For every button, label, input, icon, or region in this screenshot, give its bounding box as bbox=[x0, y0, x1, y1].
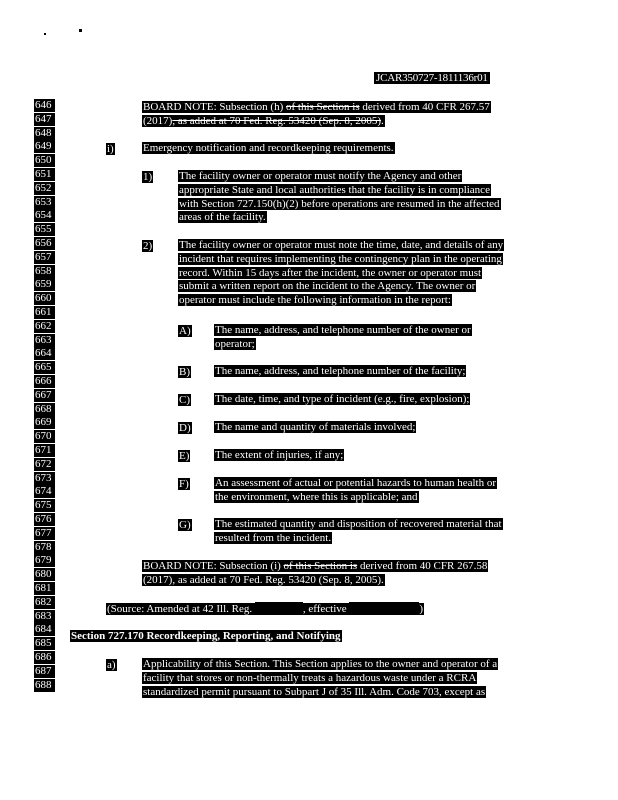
item-label-i bbox=[106, 143, 115, 156]
item-text: Emergency notification and recordkeeping requirements. bbox=[143, 142, 394, 154]
note-strike-text: of this Section is bbox=[283, 560, 358, 572]
label-text: a) bbox=[107, 659, 116, 671]
text-line: The facility owner or operator must notify the Agency and other bbox=[179, 170, 462, 182]
label-text: B) bbox=[179, 366, 190, 378]
line-number: 657 bbox=[34, 251, 55, 264]
line-number: 675 bbox=[34, 499, 55, 512]
note-text: . bbox=[381, 114, 384, 127]
line-number: 658 bbox=[34, 265, 55, 278]
text-line: standardized permit pursuant to Subpart J of 35 Ill. Adm. Code 703, except as bbox=[143, 685, 486, 698]
item-i-text bbox=[142, 142, 395, 156]
line-number: 649 bbox=[34, 140, 55, 153]
sub-item-label bbox=[178, 325, 192, 338]
sub-item-label bbox=[178, 519, 192, 532]
line-number: 674 bbox=[34, 485, 55, 498]
note-text: derived from 40 CFR 267.58 bbox=[357, 560, 488, 572]
line-number: 653 bbox=[34, 196, 55, 209]
text-line: operator must include the following information in the report: bbox=[179, 294, 451, 306]
text-line: areas of the facility. bbox=[179, 211, 266, 224]
source-note bbox=[106, 602, 424, 617]
board-note-h bbox=[142, 101, 562, 129]
text-line: The name, address, and telephone number of the facility; bbox=[215, 365, 466, 377]
board-note-text bbox=[142, 115, 385, 127]
line-number: 672 bbox=[34, 458, 55, 471]
line-number: 671 bbox=[34, 444, 55, 457]
text-line: resulted from the incident. bbox=[215, 531, 332, 544]
line-number: 678 bbox=[34, 541, 55, 554]
text-line: The date, time, and type of incident (e.g., fire, explosion); bbox=[215, 393, 470, 405]
line-number: 676 bbox=[34, 513, 55, 526]
text-line: The name, address, and telephone number of the owner or bbox=[215, 324, 471, 336]
sub-item-label bbox=[178, 366, 191, 379]
item-2-text bbox=[178, 239, 538, 308]
line-number: 656 bbox=[34, 237, 55, 250]
scan-speck bbox=[44, 33, 46, 35]
line-number: 688 bbox=[34, 679, 55, 692]
line-number: 669 bbox=[34, 416, 55, 429]
sub-item-text bbox=[214, 393, 544, 407]
sub-item-label bbox=[178, 394, 191, 407]
note-text: BOARD NOTE: Subsection (i) bbox=[143, 560, 284, 572]
line-number: 677 bbox=[34, 527, 55, 540]
item-label-a bbox=[106, 659, 117, 672]
text-line: Applicability of this Section. This Section applies to the owner and operator of a bbox=[143, 658, 498, 670]
line-number: 661 bbox=[34, 306, 55, 319]
label-text: 1) bbox=[143, 171, 153, 183]
line-number: 670 bbox=[34, 430, 55, 443]
label-text: F) bbox=[179, 478, 189, 490]
text-line: the environment, where this is applicable; and bbox=[215, 490, 418, 503]
line-number: 679 bbox=[34, 554, 55, 567]
section-heading-text: Section 727.170 Recordkeeping, Reporting, and Notifying bbox=[71, 630, 341, 642]
label-text: E) bbox=[179, 450, 190, 462]
line-number: 648 bbox=[34, 127, 55, 140]
line-number: 686 bbox=[34, 651, 55, 664]
board-note-i bbox=[142, 560, 562, 588]
sub-item-label bbox=[178, 450, 190, 463]
item-1-text bbox=[178, 170, 538, 225]
document-id-header: JCAR350727-1811136r01 bbox=[376, 72, 488, 84]
sub-item-label bbox=[178, 478, 190, 491]
line-number: 664 bbox=[34, 347, 55, 360]
line-number: 665 bbox=[34, 361, 55, 374]
text-line: record. Within 15 days after the incident, the owner or operator must bbox=[179, 266, 482, 279]
blank-effective-date bbox=[349, 602, 419, 613]
note-text: derived from 40 CFR 267.57 bbox=[359, 101, 490, 113]
line-number: 654 bbox=[34, 209, 55, 222]
label-text: D) bbox=[179, 422, 191, 434]
text-line: facility that stores or non-thermally treats a hazardous waste under a RCRA bbox=[143, 671, 477, 684]
item-label-2 bbox=[142, 240, 153, 253]
line-number: 666 bbox=[34, 375, 55, 388]
line-number: 660 bbox=[34, 292, 55, 305]
source-post: ) bbox=[419, 603, 424, 615]
line-number: 659 bbox=[34, 278, 55, 291]
line-number: 646 bbox=[34, 99, 55, 112]
text-line: appropriate State and local authorities that the facility is in compliance bbox=[179, 183, 490, 196]
line-number: 651 bbox=[34, 168, 55, 181]
blank-register-number bbox=[255, 602, 303, 613]
note-strike-text: , as added at 70 Fed. Reg. 53420 (Sep. 8, 2005) bbox=[172, 114, 381, 127]
board-note-text bbox=[142, 560, 488, 572]
line-number: 683 bbox=[34, 610, 55, 623]
text-line: submit a written report on the incident to the Agency. The owner or bbox=[179, 280, 476, 293]
board-note-text: (2017), as added at 70 Fed. Reg. 53420 (Sep. 8, 2005). bbox=[143, 573, 384, 586]
item-a-text bbox=[142, 658, 542, 699]
line-number: 680 bbox=[34, 568, 55, 581]
sub-item-text bbox=[214, 324, 544, 352]
line-number: 687 bbox=[34, 665, 55, 678]
line-number: 685 bbox=[34, 637, 55, 650]
label-text: C) bbox=[179, 394, 190, 406]
label-text: A) bbox=[179, 325, 191, 337]
section-heading bbox=[70, 630, 342, 644]
text-line: An assessment of actual or potential hazards to human health or bbox=[215, 477, 497, 489]
text-line: operator; bbox=[215, 337, 255, 350]
line-number: 652 bbox=[34, 182, 55, 195]
source-text bbox=[106, 603, 424, 615]
note-text: BOARD NOTE: Subsection (h) bbox=[143, 101, 286, 113]
sub-item-label bbox=[178, 422, 192, 435]
source-pre: (Source: Amended at 42 Ill. Reg. bbox=[107, 603, 255, 615]
line-number: 655 bbox=[34, 223, 55, 236]
line-number: 668 bbox=[34, 403, 55, 416]
scan-speck bbox=[79, 29, 82, 32]
line-number: 662 bbox=[34, 320, 55, 333]
sub-item-text bbox=[214, 449, 544, 463]
text-line: The facility owner or operator must note the time, date, and details of any bbox=[179, 239, 504, 251]
label-text: i) bbox=[107, 143, 114, 155]
line-number: 647 bbox=[34, 113, 55, 126]
text-line: The name and quantity of materials involved; bbox=[215, 421, 416, 433]
line-number: 681 bbox=[34, 582, 55, 595]
sub-item-text bbox=[214, 518, 544, 546]
sub-item-text bbox=[214, 421, 544, 435]
label-text: G) bbox=[179, 519, 191, 531]
line-number: 667 bbox=[34, 389, 55, 402]
line-number: 682 bbox=[34, 596, 55, 609]
line-number: 684 bbox=[34, 623, 55, 636]
note-text: (2017) bbox=[143, 114, 173, 127]
item-label-1 bbox=[142, 171, 153, 184]
text-line: The estimated quantity and disposition of recovered material that bbox=[215, 518, 502, 530]
note-strike-text: of this Section is bbox=[286, 101, 360, 113]
source-mid: , effective bbox=[302, 603, 350, 615]
line-number: 650 bbox=[34, 154, 55, 167]
text-line: with Section 727.150(h)(2) before operations are resumed in the affected bbox=[179, 197, 500, 210]
sub-item-text bbox=[214, 477, 544, 505]
label-text: 2) bbox=[143, 240, 153, 252]
board-note-text bbox=[142, 101, 491, 113]
text-line: The extent of injuries, if any; bbox=[215, 449, 344, 461]
sub-item-text bbox=[214, 365, 544, 379]
text-line: incident that requires implementing the contingency plan in the operating bbox=[179, 252, 502, 265]
line-number: 673 bbox=[34, 472, 55, 485]
line-number: 663 bbox=[34, 334, 55, 347]
